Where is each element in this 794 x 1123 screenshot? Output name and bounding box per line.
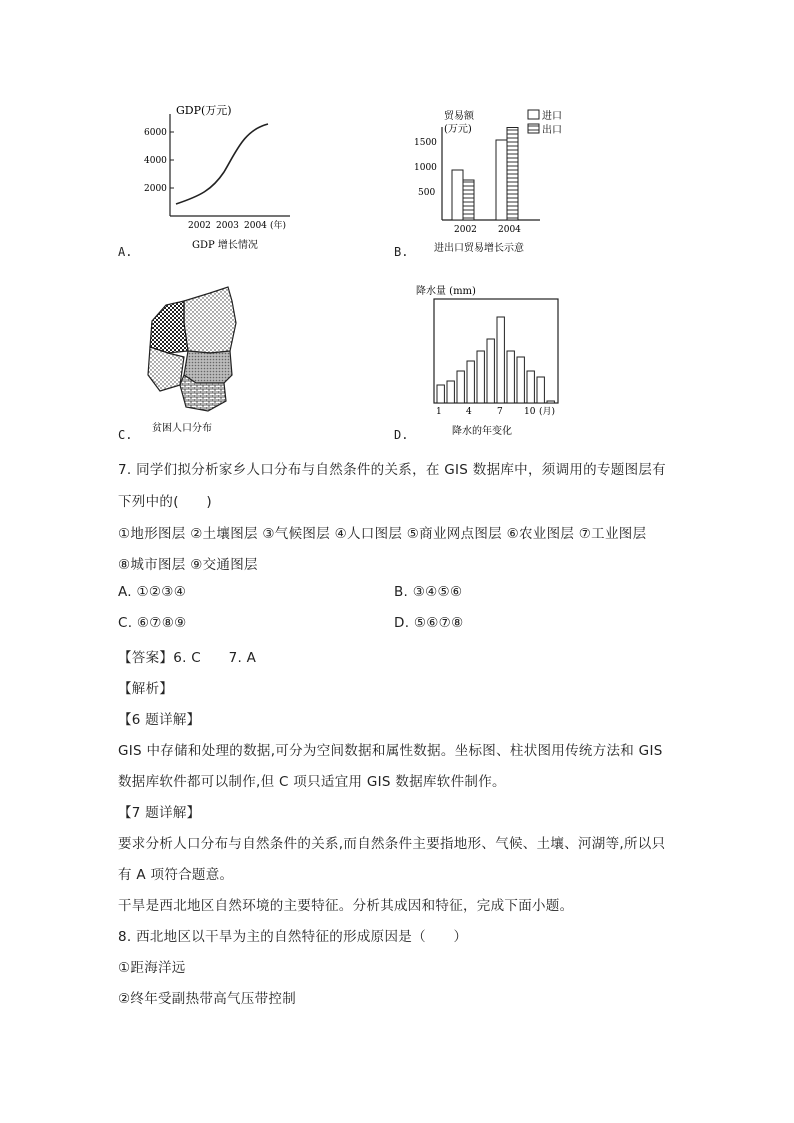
q7-option-b: B. ③④⑤⑥ <box>394 584 463 600</box>
map-region-northeast <box>184 287 236 353</box>
legend-export-label: 出口 <box>542 125 562 136</box>
trade-bar-2004-import <box>496 140 507 220</box>
gdp-chart <box>140 100 320 260</box>
gdp-xtick-2002: 2002 <box>188 221 211 231</box>
q7-detail-heading: 【7 题详解】 <box>118 805 201 821</box>
map-region-east <box>184 351 232 383</box>
gdp-curve <box>176 124 268 204</box>
figure-a <box>140 100 320 260</box>
trade-bar-2002-export <box>463 180 474 220</box>
trade-chart <box>410 105 580 260</box>
precip-bar-month-3 <box>457 371 464 403</box>
trade-y-title-1: 贸易额 <box>444 111 474 122</box>
figure-b <box>410 105 580 260</box>
trade-y-title-2: (万元) <box>444 124 472 135</box>
q7-layers-line1: ①地形图层 ②土壤图层 ③气候图层 ④人口图层 ⑤商业网点图层 ⑥农业图层 ⑦工业图层 <box>118 526 647 542</box>
trade-tick-1000: 1000 <box>414 163 437 173</box>
precip-bar-month-2 <box>447 381 454 403</box>
figure-c <box>140 283 270 438</box>
q8-item-2: ②终年受副热带高气压带控制 <box>118 991 297 1007</box>
q8-item-1: ①距海洋远 <box>118 960 186 976</box>
trade-bar-2002-import <box>452 170 463 220</box>
gdp-caption: GDP 增长情况 <box>192 240 258 251</box>
trade-caption: 进出口贸易增长示意 <box>434 243 524 254</box>
trade-xtick-2002: 2002 <box>454 225 477 235</box>
legend-export-swatch <box>528 124 539 133</box>
analysis-heading: 【解析】 <box>118 681 174 697</box>
poverty-caption: 贫困人口分布 <box>152 423 212 434</box>
gdp-tick-4000: 4000 <box>144 156 167 166</box>
legend-import-label: 进口 <box>542 111 562 122</box>
precip-chart <box>410 283 570 438</box>
q6-detail-line1: GIS 中存储和处理的数据,可分为空间数据和属性数据。坐标图、柱状图用传统方法和 GIS <box>118 743 663 759</box>
precip-bar-month-1 <box>437 385 444 403</box>
gdp-xtick-2003: 2003 <box>216 221 239 231</box>
gdp-tick-6000: 6000 <box>144 128 167 138</box>
trade-tick-1500: 1500 <box>414 138 437 148</box>
q8-stem: 8. 西北地区以干旱为主的自然特征的形成原因是（ ） <box>118 929 468 945</box>
trade-xtick-2004: 2004 <box>498 225 521 235</box>
precip-x-unit: (月) <box>539 407 556 417</box>
q6-detail-line2: 数据库软件都可以制作,但 C 项只适宜用 GIS 数据库软件制作。 <box>118 774 506 790</box>
figure-c-label: C. <box>118 428 133 442</box>
precip-y-title: 降水量 (mm) <box>416 286 476 297</box>
gdp-x-unit: (年) <box>270 221 287 231</box>
q7-option-d: D. ⑤⑥⑦⑧ <box>394 615 464 631</box>
map-region-southwest <box>148 347 184 391</box>
trade-bar-2004-export <box>507 128 518 221</box>
precip-bar-month-7 <box>497 317 504 403</box>
precip-bar-month-11 <box>537 377 544 403</box>
map-region-northwest <box>150 301 188 353</box>
precip-xtick-7: 7 <box>497 407 503 417</box>
precip-xtick-10: 10 <box>524 407 536 417</box>
poverty-map <box>140 283 270 438</box>
figure-a-label: A. <box>118 245 133 259</box>
gdp-xtick-2004: 2004 <box>244 221 267 231</box>
legend-import-swatch <box>528 110 539 119</box>
precip-bar-month-5 <box>477 351 484 403</box>
precip-bar-month-10 <box>527 371 534 403</box>
q7-stem-line1: 7. 同学们拟分析家乡人口分布与自然条件的关系，在 GIS 数据库中，须调用的专题图层有 <box>118 462 666 478</box>
precip-bar-month-6 <box>487 339 494 403</box>
precip-xtick-1: 1 <box>436 407 442 417</box>
gdp-tick-2000: 2000 <box>144 184 167 194</box>
gdp-y-title: GDP(万元) <box>176 104 232 117</box>
q7-option-a: A. ①②③④ <box>118 584 187 600</box>
figure-d <box>410 283 570 438</box>
precip-caption: 降水的年变化 <box>452 426 512 437</box>
precip-bar-month-12 <box>547 401 554 403</box>
precip-bar-month-4 <box>467 361 474 403</box>
precip-bar-month-8 <box>507 351 514 403</box>
trade-tick-500: 500 <box>418 188 436 198</box>
q8-intro: 干旱是西北地区自然环境的主要特征。分析其成因和特征，完成下面小题。 <box>118 898 574 914</box>
q7-detail-line1: 要求分析人口分布与自然条件的关系,而自然条件主要指地形、气候、土壤、河湖等,所以只 <box>118 836 666 852</box>
q6-detail-heading: 【6 题详解】 <box>118 712 201 728</box>
q7-detail-line2: 有 A 项符合题意。 <box>118 867 234 883</box>
precip-bar-month-9 <box>517 357 524 403</box>
precip-xtick-4: 4 <box>466 407 472 417</box>
figure-b-label: B. <box>394 245 409 259</box>
answer-line: 【答案】6. C 7. A <box>118 650 257 666</box>
figure-d-label: D. <box>394 428 409 442</box>
q7-option-c: C. ⑥⑦⑧⑨ <box>118 615 187 631</box>
q7-layers-line2: ⑧城市图层 ⑨交通图层 <box>118 557 258 573</box>
q7-stem-line2: 下列中的( ) <box>118 494 212 510</box>
